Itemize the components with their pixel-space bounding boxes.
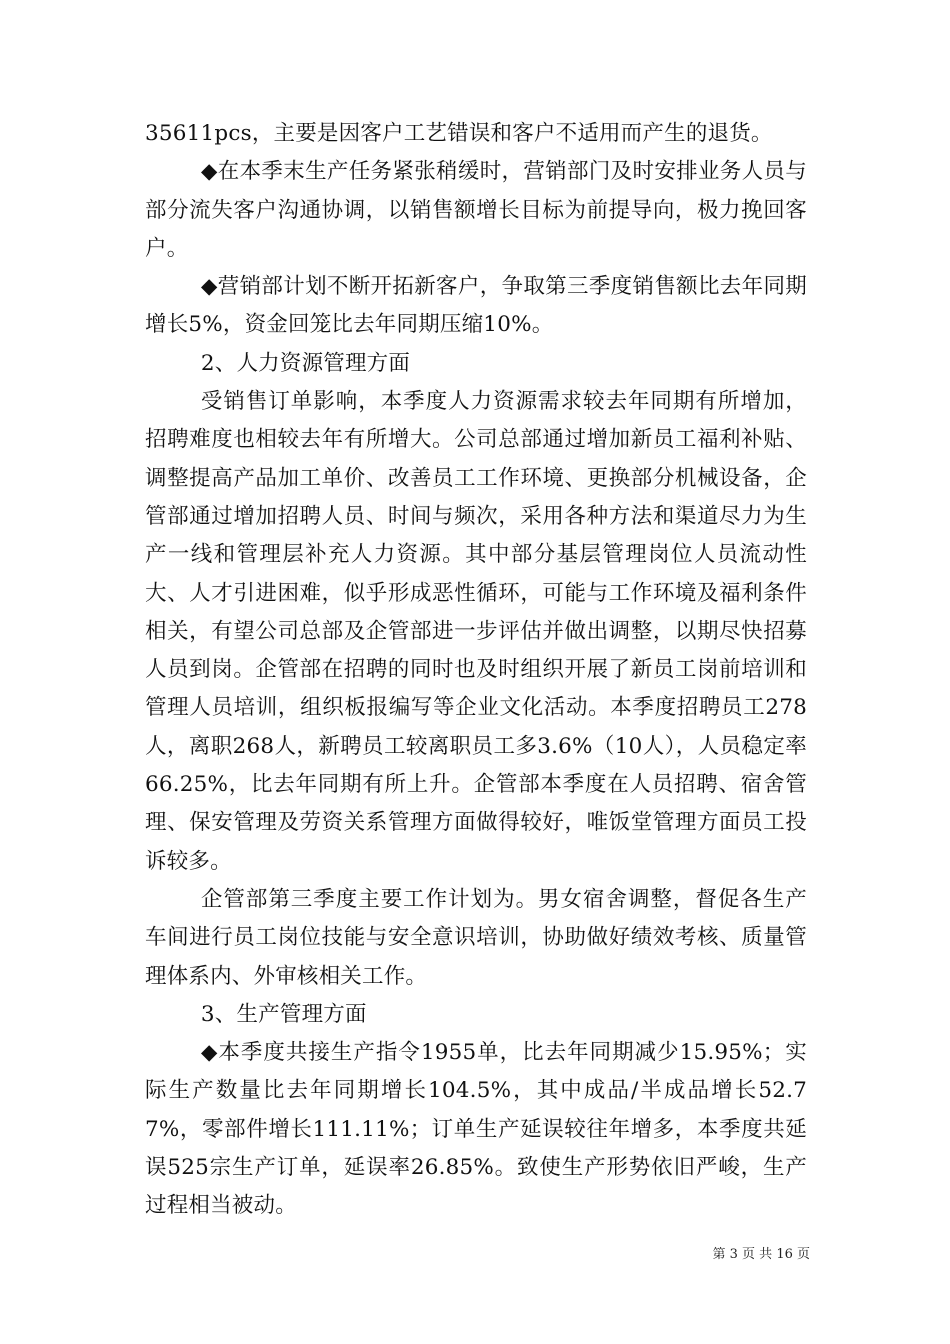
paragraph-marketing-retain-customers: ◆在本季末生产任务紧张稍缓时，营销部门及时安排业务人员与部分流失客户沟通协调，以销售额增长目标为前提导向，极力挽回客户。: [145, 159, 807, 261]
paragraph-production-summary: ◆本季度共接生产指令1955单，比去年同期减少15.95%；实际生产数量比去年同期增长104.5%，其中成品/半成品增长52.77%，零部件增长111.11%；订单生产延误较往年增多，本季度共延误525宗生产订单，延误率26.85%。致使生产形势依旧严峻，生产过程相当被动。: [145, 1040, 807, 1219]
paragraph-marketing-plan: ◆营销部计划不断开拓新客户，争取第三季度销售额比去年同期增长5%，资金回笼比去年同期压缩10%。: [145, 274, 807, 338]
document-body: [145, 115, 807, 1226]
paragraph-hr-summary: 受销售订单影响，本季度人力资源需求较去年同期有所增加，招聘难度也相较去年有所增大。公司总部通过增加新员工福利补贴、调整提高产品加工单价、改善员工工作环境、更换部分机械设备，企管部通过增加招聘人员、时间与频次，采用各种方法和渠道尽力为生产一线和管理层补充人力资源。其中部分基层管理岗位人员流动性大、人才引进困难，似乎形成恶性循环，可能与工作环境及福利条件相关，有望公司总部及企管部进一步评估并做出调整，以期尽快招募人员到岗。企管部在招聘的同时也及时组织开展了新员工岗前培训和管理人员培训，组织板报编写等企业文化活动。本季度招聘员工278人，离职268人，新聘员工较离职员工多3.6%（10人），人员稳定率66.25%，比去年同期有所上升。企管部本季度在人员招聘、宿舍管理、保安管理及劳资关系管理方面做得较好，唯饭堂管理方面员工投诉较多。: [145, 389, 807, 874]
paragraph-hr-plan: 企管部第三季度主要工作计划为。男女宿舍调整，督促各生产车间进行员工岗位技能与安全意识培训，协助做好绩效考核、质量管理体系内、外审核相关工作。: [145, 886, 807, 989]
paragraph-return-goods: 35611pcs，主要是因客户工艺错误和客户不适用而产生的退货。: [145, 121, 773, 146]
section-heading-production: 3、生产管理方面: [200, 1001, 367, 1027]
section-heading-hr: 2、人力资源管理方面: [200, 350, 411, 376]
page-number-footer: 第 3 页 共 16 页: [712, 1247, 810, 1262]
